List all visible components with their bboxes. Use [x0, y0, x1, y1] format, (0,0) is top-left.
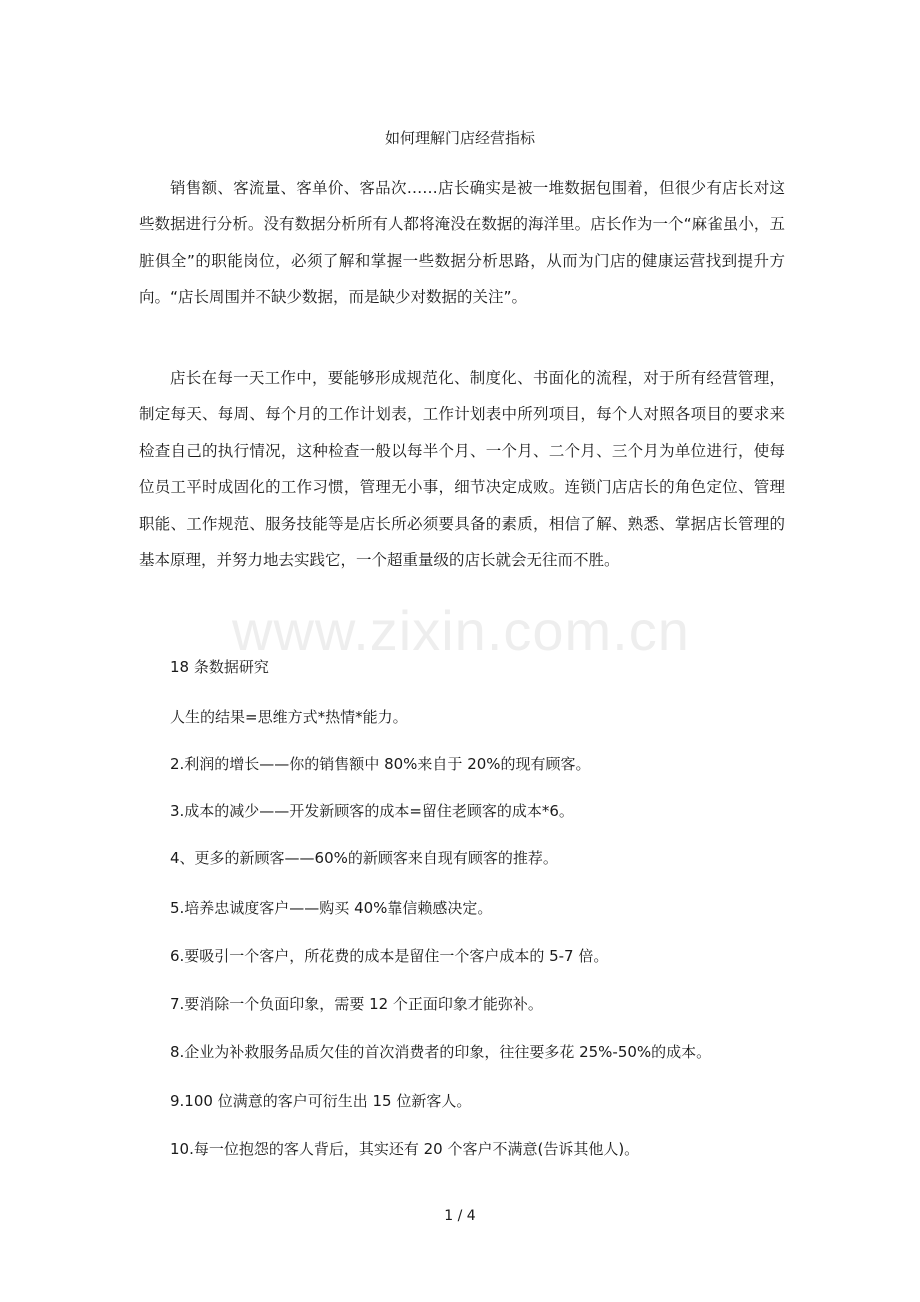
list-item: 7.要消除一个负面印象，需要 12 个正面印象才能弥补。	[170, 995, 543, 1013]
paragraph-daily-work: 店长在每一天工作中，要能够形成规范化、制度化、书面化的流程，对于所有经营管理，制定每天、每周、每个月的工作计划表，工作计划表中所列项目，每个人对照各项目的要求来检查自己的执行情况，这种检查一般以每半个月、一个月、二个月、三个月为单位进行，使每位员工平时成固化的工作习惯，管理无小事，细节决定成败。连锁门店店长的角色定位、管理职能、工作规范、服务技能等是店长所必须要具备的素质，相信了解、熟悉、掌据店长管理的基本原理，并努力地去实践它，一个超重量级的店长就会无往而不胜。	[139, 369, 785, 570]
list-item: 9.100 位满意的客户可衍生出 15 位新客人。	[170, 1092, 472, 1110]
list-item: 2.利润的增长——你的销售额中 80%来自于 20%的现有顾客。	[170, 755, 591, 773]
list-item: 人生的结果=思维方式*热情*能力。	[170, 708, 408, 726]
list-item: 6.要吸引一个客户，所花费的成本是留住一个客户成本的 5-7 倍。	[170, 947, 609, 965]
list-item: 4、更多的新顾客——60%的新顾客来自现有顾客的推荐。	[170, 849, 558, 867]
list-item: 8.企业为补救服务品质欠佳的首次消费者的印象，往往要多花 25%-50%的成本。	[170, 1043, 712, 1061]
list-item: 10.每一位抱怨的客人背后，其实还有 20 个客户不满意(告诉其他人)。	[170, 1140, 640, 1158]
section-heading: 18 条数据研究	[170, 658, 269, 676]
page-number: 1 / 4	[444, 1208, 476, 1224]
paragraph-intro: 销售额、客流量、客单价、客品次……店长确实是被一堆数据包围着，但很少有店长对这些数据进行分析。没有数据分析所有人都将淹没在数据的海洋里。店长作为一个“麻雀虽小，五脏俱全”的职能岗位，必须了解和掌握一些数据分析思路，从而为门店的健康运营找到提升方向。“店长周围并不缺少数据，而是缺少对数据的关注”。	[139, 179, 785, 307]
list-item: 3.成本的减少——开发新顾客的成本=留住老顾客的成本*6。	[170, 802, 574, 820]
document-title: 如何理解门店经营指标	[384, 129, 535, 147]
list-item: 5.培养忠诚度客户——购买 40%靠信赖感决定。	[170, 899, 493, 917]
watermark: www.zixin.com.cn	[232, 599, 690, 662]
